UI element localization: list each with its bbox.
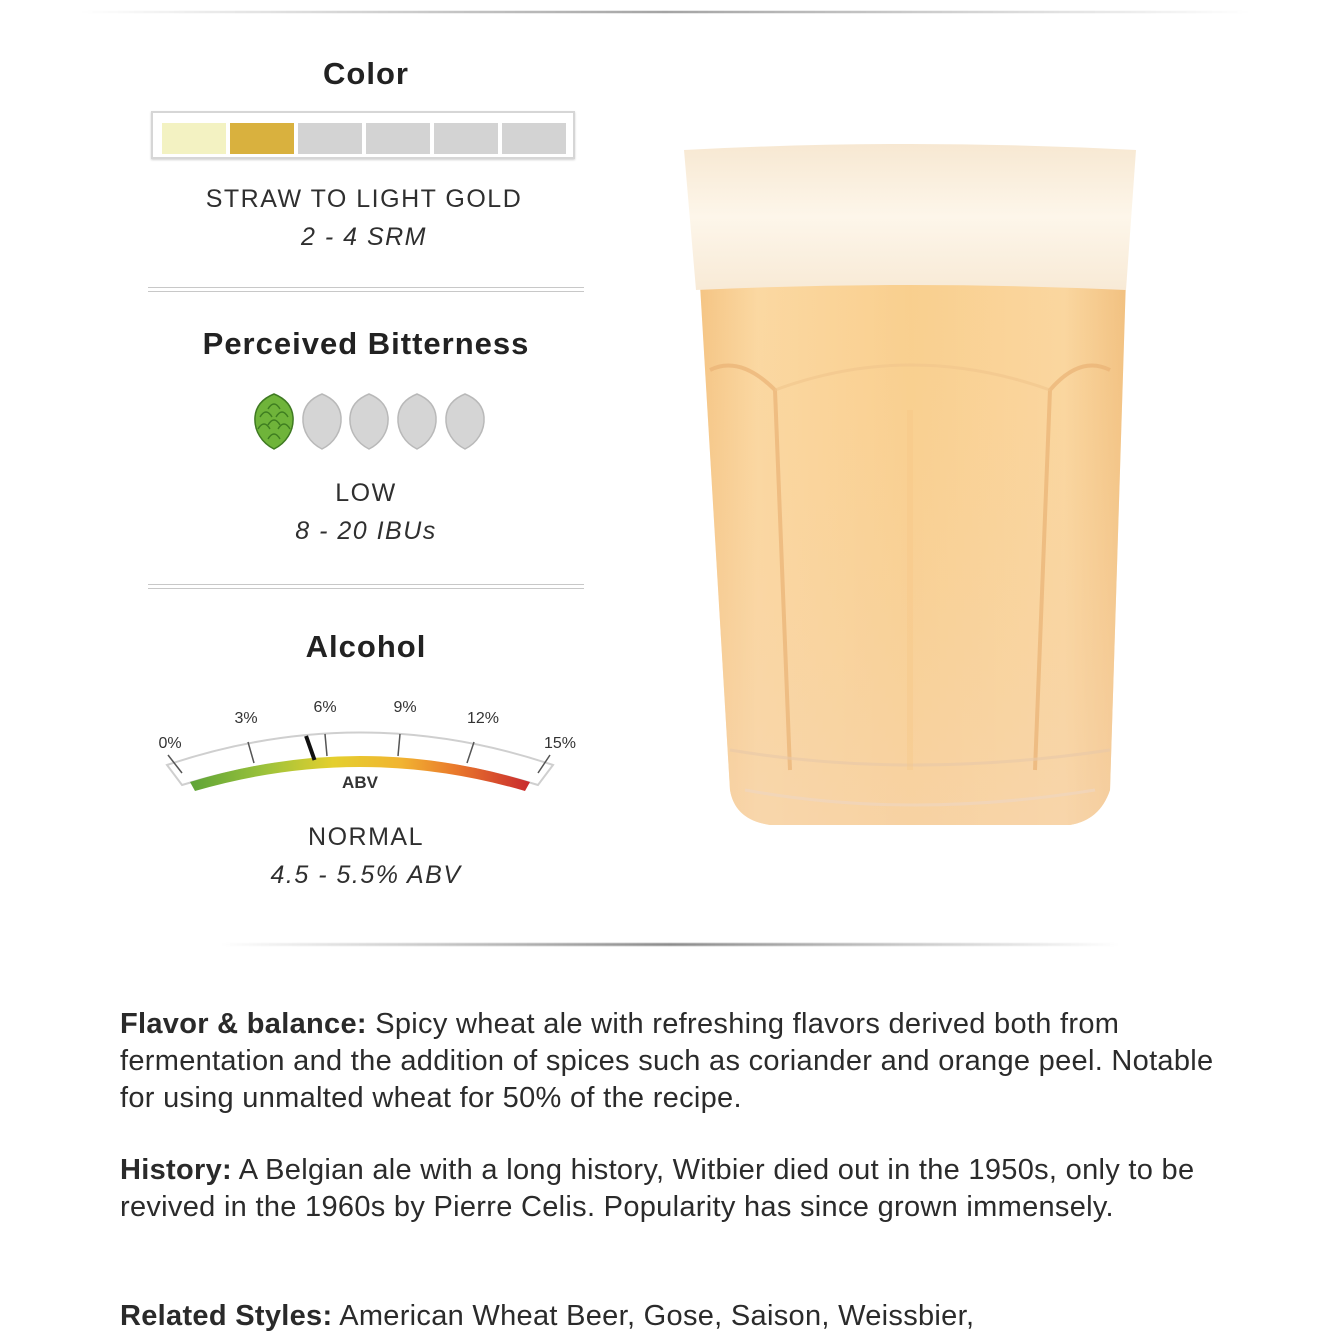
color-swatch-2: [230, 123, 294, 154]
beer-foam: [684, 144, 1136, 290]
history-text: A Belgian ale with a long history, Witbier died out in the 1950s, only to be revived in the 1960s by Pierre Celis. Popularity has since grown immensely.: [120, 1154, 1195, 1223]
gauge-tick-label: 3%: [234, 710, 258, 727]
bitterness-range: 8 - 20 IBUs: [295, 517, 437, 545]
alcohol-range: 4.5 - 5.5% ABV: [270, 861, 462, 889]
color-title: Color: [323, 56, 409, 91]
bitterness-section: [148, 326, 584, 362]
history-label: History:: [120, 1154, 232, 1186]
alcohol-labels: [148, 823, 584, 890]
bitterness-level: LOW: [335, 479, 397, 507]
flavor-label: Flavor & balance:: [120, 1008, 367, 1040]
color-labels: [146, 185, 582, 252]
gauge-tick-label: 6%: [313, 699, 337, 716]
related-label: Related Styles:: [120, 1300, 333, 1332]
color-swatch-6: [502, 123, 566, 154]
gauge-tick-label: 0%: [158, 735, 182, 752]
gauge-tick-label: 12%: [466, 710, 500, 727]
gauge-tick-label: 15%: [543, 735, 577, 752]
hop-icon-3: [348, 391, 390, 451]
related-text: American Wheat Beer, Gose, Saison, Weissbier,: [339, 1300, 975, 1332]
hop-icon-1: [253, 391, 295, 451]
bitterness-title: Perceived Bitterness: [202, 326, 530, 361]
hop-icon-4: [396, 391, 438, 451]
flavor-text: Spicy wheat ale with refreshing flavors derived both from fermentation and the addition of spices such as coriander and orange peel. Notable for using unmalted wheat for 50% of the recipe.: [120, 1008, 1214, 1114]
color-section: [148, 56, 584, 92]
alcohol-section: [148, 629, 584, 665]
color-range: 2 - 4 SRM: [300, 223, 428, 251]
alcohol-title: Alcohol: [305, 629, 427, 664]
color-swatch-3: [298, 123, 362, 154]
color-swatch-bar: [151, 111, 575, 159]
top-divider: [80, 11, 1250, 13]
related-paragraph: [120, 1298, 1230, 1335]
gauge-tick-label: 9%: [393, 699, 417, 716]
color-swatch-1: [162, 123, 226, 154]
color-level: STRAW TO LIGHT GOLD: [205, 185, 523, 213]
flavor-paragraph: [120, 1006, 1230, 1117]
bitterness-labels: [148, 479, 584, 546]
color-swatch-5: [434, 123, 498, 154]
hop-icon-5: [444, 391, 486, 451]
section-divider: [148, 584, 584, 589]
hop-icon-2: [301, 391, 343, 451]
section-divider: [148, 287, 584, 292]
alcohol-level: NORMAL: [308, 823, 424, 851]
history-paragraph: [120, 1152, 1230, 1226]
abv-gauge: [140, 690, 590, 810]
content-divider: [220, 943, 1120, 946]
gauge-abv-label: ABV: [342, 773, 378, 792]
beer-glass-image: [670, 130, 1150, 840]
color-swatch-4: [366, 123, 430, 154]
